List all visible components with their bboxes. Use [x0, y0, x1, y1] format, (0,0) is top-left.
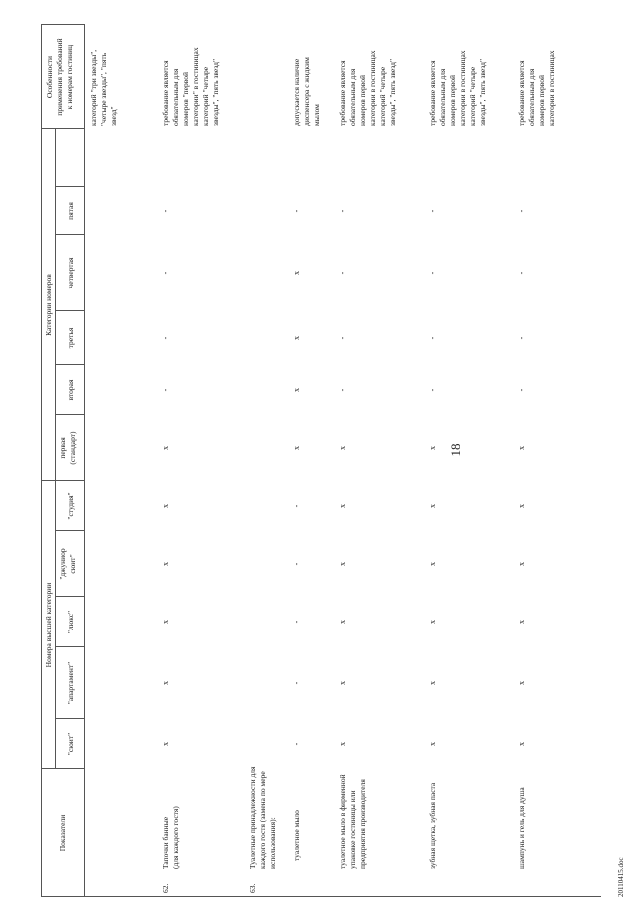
header-specifics-1: Особенности: [45, 55, 54, 99]
table-cell-mark: x: [338, 742, 347, 746]
header-room-categories: Категории номеров: [44, 274, 53, 336]
table-cell-mark: -: [292, 620, 301, 624]
table-cell-mark: -: [517, 271, 526, 275]
requirement-note-line: звезды", "пять звезд": [388, 58, 397, 126]
table-cell-mark: x: [428, 681, 437, 685]
table-cell-mark: -: [161, 388, 170, 392]
header-first-1: первая: [58, 437, 67, 459]
table-cell-mark: x: [428, 504, 437, 508]
requirement-note-line: категории в гостиницах: [368, 50, 377, 126]
table-cell-mark: x: [517, 504, 526, 508]
header-higher-category: Номера высшей категории: [44, 582, 53, 668]
header-apartment: "апартамент": [66, 661, 75, 705]
row-label: туалетное мыло в фирменной: [338, 774, 347, 869]
row-label: предприятия производителя: [358, 779, 367, 869]
table-cell-mark: -: [292, 562, 301, 566]
row-label: Туалетные принадлежности для: [248, 766, 257, 869]
table-cell-mark: x: [161, 562, 170, 566]
table-cell-mark: -: [428, 271, 437, 275]
requirement-note-line: мылом: [312, 104, 321, 126]
header-indicators: Показатели: [58, 814, 67, 852]
requirement-note-line: обязательным для: [348, 68, 357, 126]
table-cell-mark: x: [338, 681, 347, 685]
table-cell-mark: -: [517, 336, 526, 340]
table-cell-mark: x: [338, 620, 347, 624]
table-cell-mark: -: [428, 336, 437, 340]
table-cell-mark: x: [338, 562, 347, 566]
table-cell-mark: -: [161, 271, 170, 275]
requirement-note-line: номеров первой: [537, 75, 546, 126]
requirement-note-line: обязательным для: [171, 68, 180, 126]
row-label: шампунь и гель для душа: [517, 787, 526, 869]
requirement-note-line: обязательным для: [527, 68, 536, 126]
table-cell-mark: x: [161, 504, 170, 508]
table-cell-mark: x: [338, 504, 347, 508]
top-note-line: звезд": [109, 106, 118, 126]
row-number: 62.: [161, 883, 170, 893]
table-cell-mark: -: [292, 681, 301, 685]
table-cell-mark: x: [292, 388, 301, 392]
requirement-note-line: категорий "четыре: [468, 66, 477, 126]
table-cell-mark: -: [517, 209, 526, 213]
table-cell-mark: x: [292, 446, 301, 450]
header-second: вторая: [66, 379, 75, 401]
requirement-note-line: диспенсера с жидким: [302, 57, 311, 126]
requirement-note-line: категории" в гостиницах: [191, 47, 200, 126]
row-label: использования):: [268, 817, 277, 869]
requirement-note-line: требование является: [428, 60, 437, 126]
row-label: зубная щетка, зубная паста: [428, 782, 437, 869]
table-cell-mark: x: [161, 742, 170, 746]
requirement-note-line: требование является: [338, 60, 347, 126]
header-first-2: (стандарт): [68, 431, 77, 465]
top-note-line: "четыре звезды", "пять: [99, 52, 108, 126]
requirement-note-line: звезды", "пять звезд": [211, 58, 220, 126]
requirement-note-line: номеров "первой: [181, 71, 190, 126]
table-cell-mark: x: [428, 446, 437, 450]
table-cell-mark: x: [292, 271, 301, 275]
requirement-note-line: требование является: [161, 60, 170, 126]
requirement-note-line: допускается наличие: [292, 58, 301, 126]
header-specifics-2: применения требований: [55, 38, 64, 116]
table-cell-mark: x: [517, 446, 526, 450]
table-cell-mark: -: [428, 388, 437, 392]
table-cell-mark: x: [517, 562, 526, 566]
header-fourth: четвертая: [66, 257, 75, 289]
table-cell-mark: -: [428, 209, 437, 213]
table-cell-mark: x: [428, 742, 437, 746]
table-cell-mark: x: [161, 681, 170, 685]
requirement-note-line: обязательным для: [438, 68, 447, 126]
table-cell-mark: -: [338, 336, 347, 340]
requirement-note-line: требование является: [517, 60, 526, 126]
row-label: упаковке гостиницы или: [348, 790, 357, 869]
table-cell-mark: -: [161, 336, 170, 340]
page-number: 18: [448, 443, 463, 457]
table-cell-mark: x: [428, 620, 437, 624]
requirement-note-line: категории в гостиницах: [458, 50, 467, 126]
table-cell-mark: -: [517, 388, 526, 392]
requirement-note-line: номеров первой: [448, 75, 457, 126]
table-cell-mark: x: [161, 446, 170, 450]
table-cell-mark: x: [161, 620, 170, 624]
requirement-note-line: звезды", "пять звезд": [478, 58, 487, 126]
table-cell-mark: -: [161, 209, 170, 213]
table-cell-mark: x: [338, 446, 347, 450]
requirements-table: [41, 24, 601, 897]
header-lux: "люкс": [66, 610, 75, 634]
table-cell-mark: -: [292, 742, 301, 746]
header-third: третья: [66, 327, 75, 349]
header-specifics-3: к номерам гостиниц: [65, 44, 74, 110]
header-fifth: пятая: [66, 202, 75, 220]
table-cell-mark: x: [517, 681, 526, 685]
table-cell-mark: x: [517, 742, 526, 746]
row-label: (для каждого гостя): [171, 806, 180, 869]
row-label: Тапочки банные: [161, 816, 170, 869]
table-cell-mark: -: [338, 388, 347, 392]
row-number: 63.: [248, 883, 257, 893]
table-cell-mark: x: [428, 562, 437, 566]
header-studio: "студия": [66, 492, 75, 520]
table-cell-mark: -: [292, 209, 301, 213]
header-junior-suite-1: "джуниор: [58, 548, 67, 580]
requirement-note-line: категорий "четыре: [201, 66, 210, 126]
table-cell-mark: x: [517, 620, 526, 624]
top-note-line: категорий "три звезды",: [89, 49, 98, 126]
table-cell-mark: -: [338, 271, 347, 275]
requirement-note-line: номеров первой: [358, 75, 367, 126]
requirement-note-line: категории в гостиницах: [547, 50, 556, 126]
row-label: каждого гостя (замена по мере: [258, 771, 267, 869]
requirement-note-line: категорий "четыре: [378, 66, 387, 126]
row-label: туалетное мыло: [292, 810, 301, 861]
table-cell-mark: x: [292, 336, 301, 340]
header-suite: "сюит": [66, 732, 75, 756]
header-junior-suite-2: сюит": [68, 554, 77, 574]
table-cell-mark: -: [292, 504, 301, 508]
footer-filename: 20110415.doc: [617, 857, 625, 897]
table-cell-mark: -: [338, 209, 347, 213]
